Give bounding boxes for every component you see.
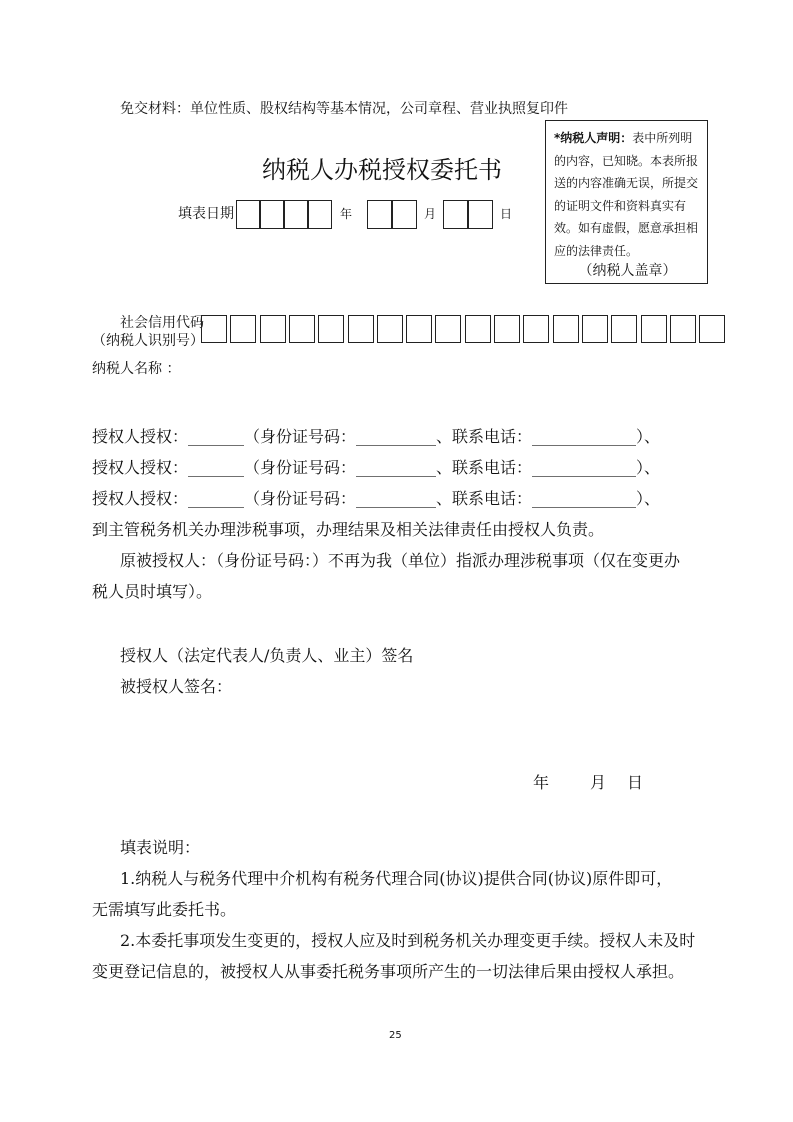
credit-code-box[interactable] xyxy=(377,315,403,343)
declaration-body: 表中所列明的内容，已知晓。本表所报送的内容准确无误，所提交的证明文件和资料真实有效。如有虚假，愿意承担相应的法律责任。 xyxy=(554,131,699,258)
former-authorized-line2: 税人员时填写）。 xyxy=(92,582,213,601)
credit-code-box[interactable] xyxy=(260,315,286,343)
credit-code-box[interactable] xyxy=(348,315,374,343)
page-number: 25 xyxy=(389,1030,402,1041)
taxpayer-declaration xyxy=(545,120,708,284)
page-title: 纳税人办税授权委托书 xyxy=(262,156,502,184)
authorization-line: 授权人授权：_______（身份证号码：__________、联系电话：_____________）、 xyxy=(92,458,661,477)
notes-heading: 填表说明： xyxy=(120,838,201,857)
credit-code-label: 社会信用代码 xyxy=(120,315,204,331)
sign-month: 月 xyxy=(590,773,607,792)
taxpayer-id-label: （纳税人识别号） xyxy=(92,333,204,349)
year-box[interactable] xyxy=(260,200,284,229)
credit-code-box[interactable] xyxy=(494,315,520,343)
credit-code-box[interactable] xyxy=(435,315,461,343)
note-1: 1.纳税人与税务代理中介机构有税务代理合同(协议)提供合同(协议)原件即可， xyxy=(120,869,673,888)
exempt-materials: 免交材料：单位性质、股权结构等基本情况，公司章程、营业执照复印件 xyxy=(120,101,568,117)
authorizer-signature: 授权人（法定代表人/负责人、业主）签名 xyxy=(120,646,414,665)
credit-code-box[interactable] xyxy=(406,315,432,343)
taxpayer-name-label: 纳税人名称 ： xyxy=(92,361,181,377)
note-2: 2.本委托事项发生变更的，授权人应及时到税务机关办理变更手续。授权人未及时 xyxy=(120,931,696,950)
day-box[interactable] xyxy=(468,200,493,229)
credit-code-box[interactable] xyxy=(582,315,608,343)
year-box[interactable] xyxy=(308,200,332,229)
day-label: 日 xyxy=(500,207,513,221)
day-box[interactable] xyxy=(443,200,468,229)
credit-code-box[interactable] xyxy=(670,315,696,343)
authorization-line: 授权人授权：_______（身份证号码：__________、联系电话：_____________）、 xyxy=(92,427,661,446)
sign-year: 年 xyxy=(533,773,550,792)
month-box[interactable] xyxy=(367,200,392,229)
former-authorized-line1: 原被授权人：（身份证号码：）不再为我（单位）指派办理涉税事项（仅在变更办 xyxy=(120,551,681,570)
authorization-line: 授权人授权：_______（身份证号码：__________、联系电话：_____________）、 xyxy=(92,489,661,508)
handling-statement: 到主管税务机关办理涉税事项，办理结果及相关法律责任由授权人负责。 xyxy=(92,520,605,539)
month-label: 月 xyxy=(424,207,437,221)
credit-code-box[interactable] xyxy=(318,315,344,343)
declaration-heading: *纳税人声明： xyxy=(554,131,633,145)
credit-code-box[interactable] xyxy=(611,315,637,343)
year-label: 年 xyxy=(340,207,353,221)
credit-code-box[interactable] xyxy=(201,315,227,343)
taxpayer-stamp: （纳税人盖章） xyxy=(578,263,677,279)
credit-code-box[interactable] xyxy=(523,315,549,343)
month-box[interactable] xyxy=(392,200,417,229)
credit-code-box[interactable] xyxy=(230,315,256,343)
note-2-cont: 变更登记信息的，被授权人从事委托税务事项所产生的一切法律后果由授权人承担。 xyxy=(92,962,685,981)
authorized-signature: 被授权人签名： xyxy=(120,677,233,696)
date-label: 填表日期 xyxy=(178,206,234,222)
credit-code-box[interactable] xyxy=(553,315,579,343)
credit-code-box[interactable] xyxy=(699,315,725,343)
sign-day: 日 xyxy=(627,773,644,792)
credit-code-box[interactable] xyxy=(641,315,667,343)
note-1-cont: 无需填写此委托书。 xyxy=(92,900,237,919)
credit-code-box[interactable] xyxy=(465,315,491,343)
credit-code-box[interactable] xyxy=(289,315,315,343)
year-box[interactable] xyxy=(236,200,260,229)
year-box[interactable] xyxy=(284,200,308,229)
